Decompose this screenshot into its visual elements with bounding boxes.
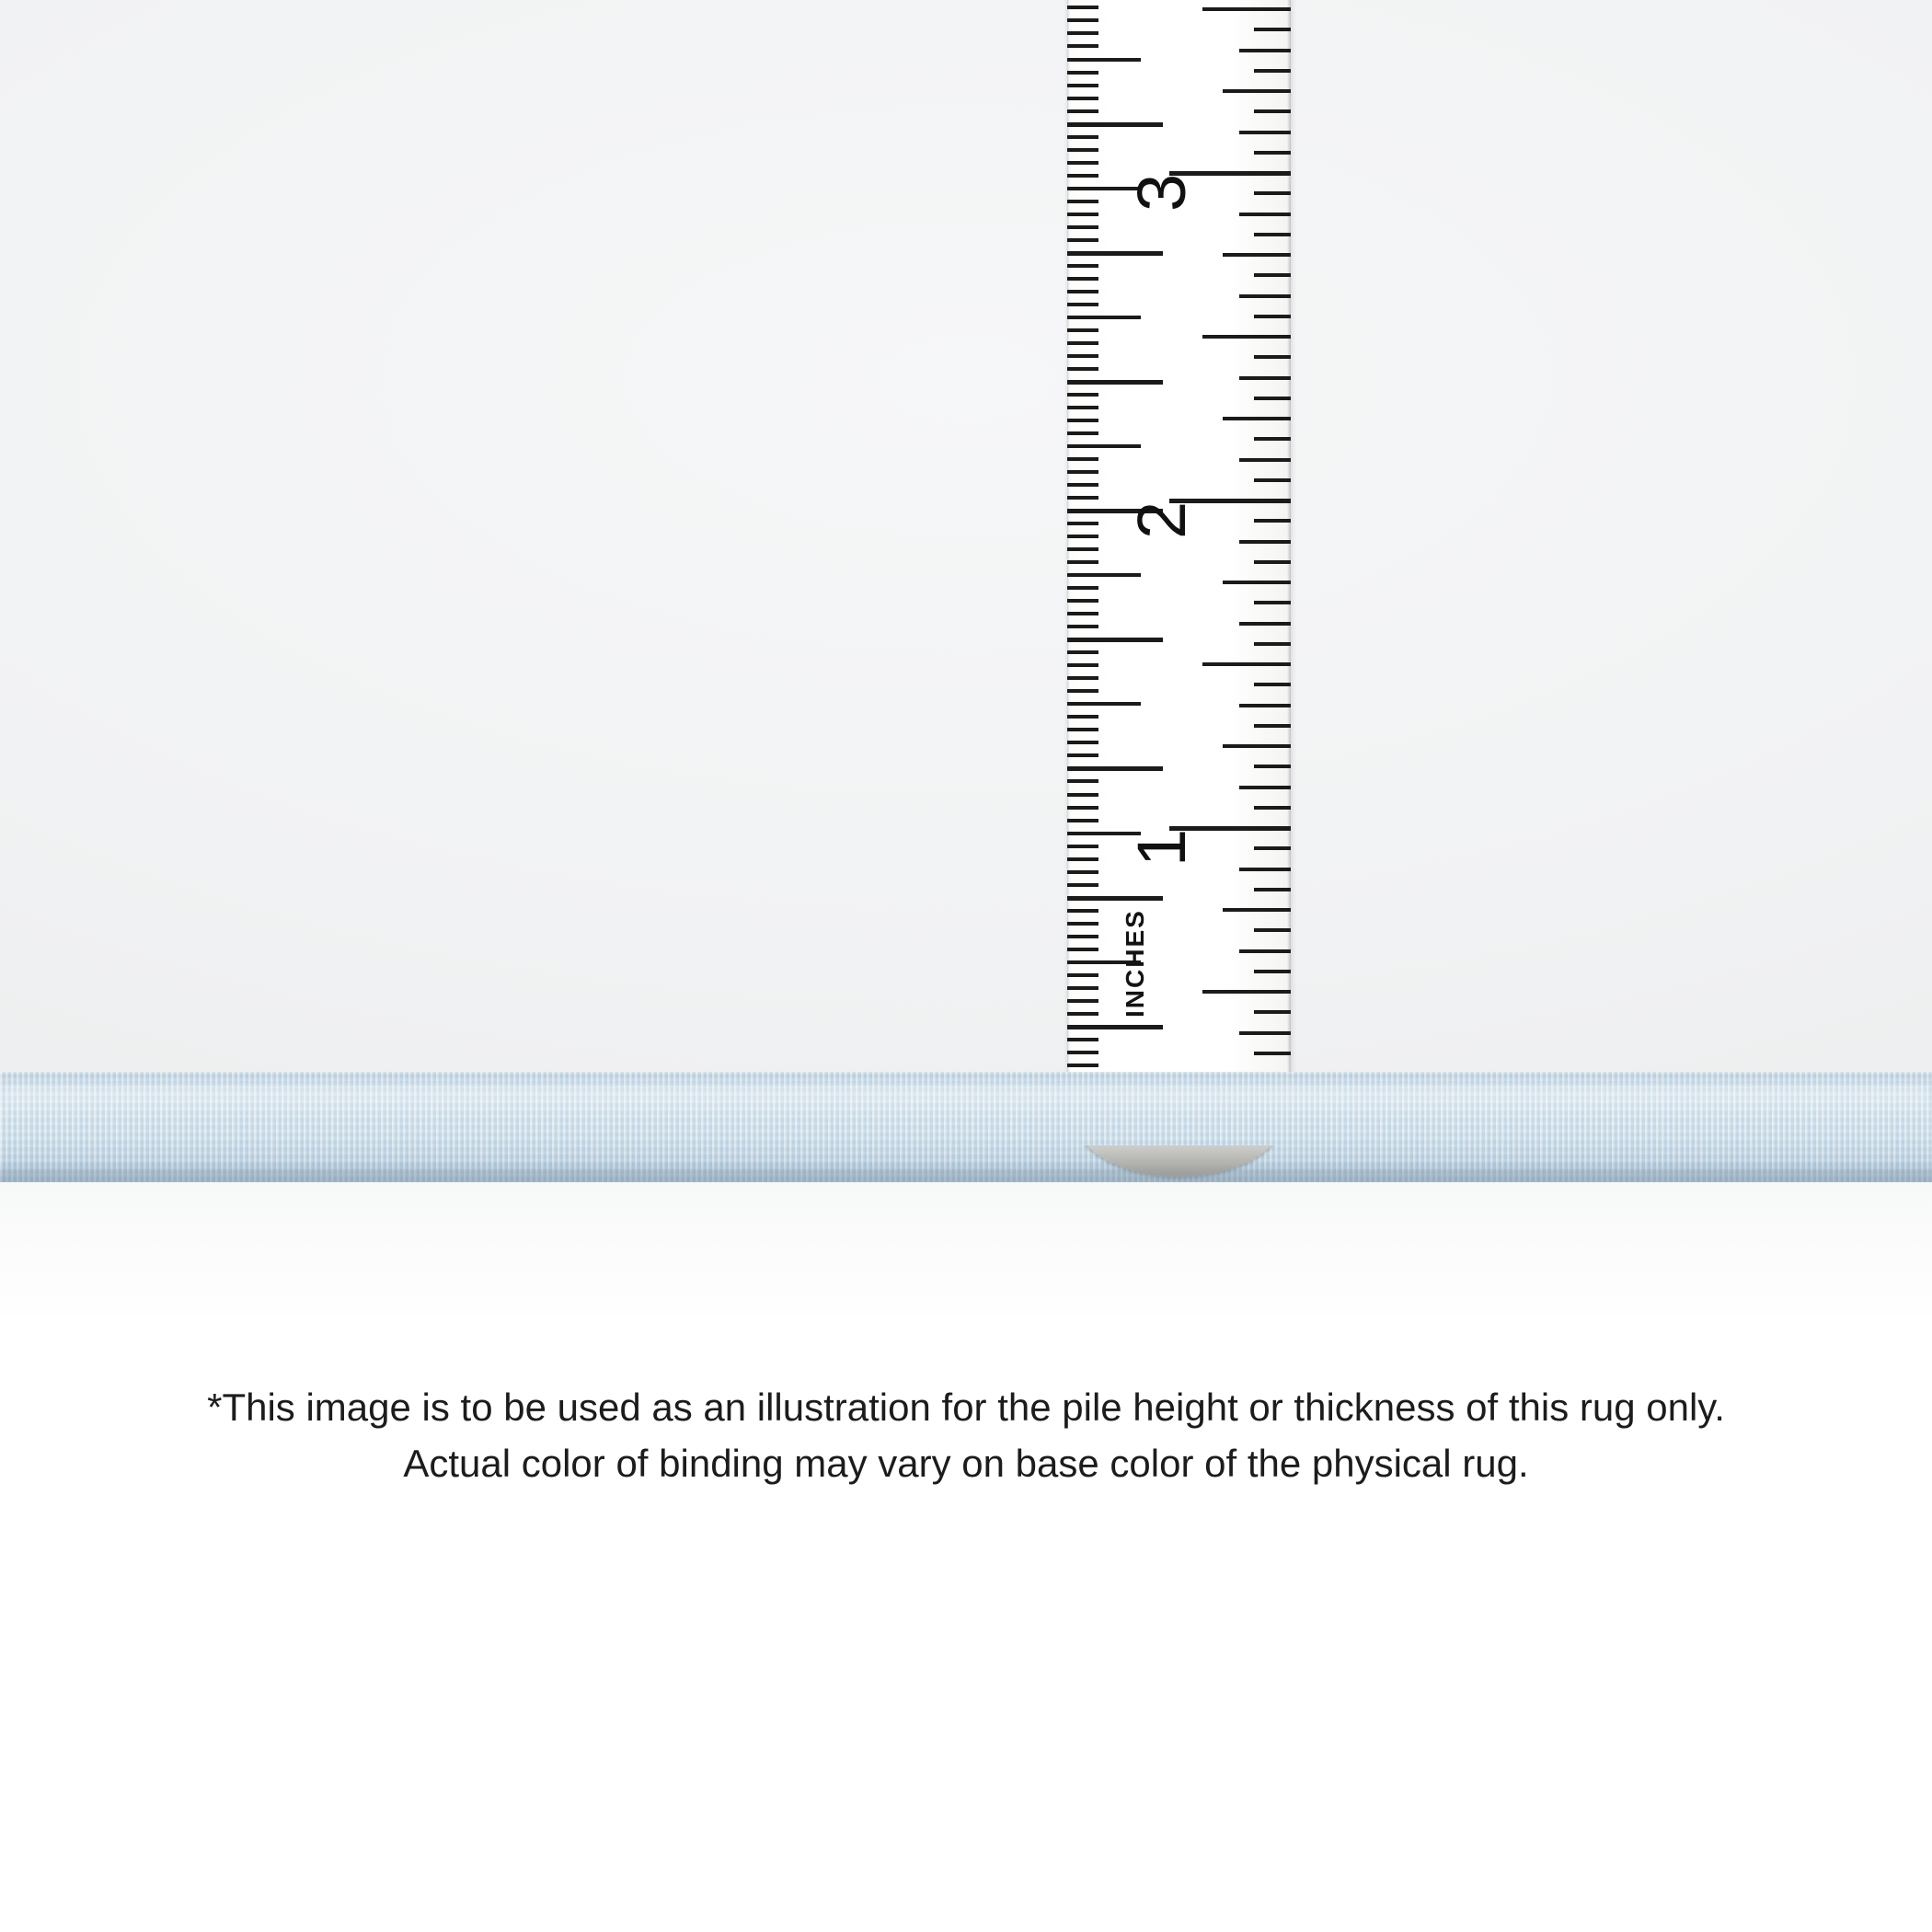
ruler-tick-secondary xyxy=(1067,238,1098,242)
ruler-tick xyxy=(1202,7,1291,11)
ruler-tick-secondary xyxy=(1067,728,1098,731)
ruler-tick-secondary xyxy=(1067,341,1098,345)
ruler-tick-secondary xyxy=(1067,1064,1098,1067)
ruler-tick-secondary xyxy=(1067,6,1098,9)
ruler-tick xyxy=(1239,868,1291,871)
ruler-tick xyxy=(1254,560,1291,564)
ruler-tick-secondary xyxy=(1067,44,1098,48)
tape-measure-ruler xyxy=(1067,0,1291,1190)
ruler-tick-secondary xyxy=(1067,522,1098,525)
caption-line-1: *This image is to be used as an illustration for the pile height or thickness of this rug only. xyxy=(207,1386,1725,1429)
ruler-tick xyxy=(1254,437,1291,441)
ruler-tick-secondary xyxy=(1067,200,1098,203)
ruler-tick xyxy=(1223,908,1291,912)
ruler-tick-secondary xyxy=(1067,316,1141,319)
ruler-tick xyxy=(1254,191,1291,195)
ruler-tick xyxy=(1254,601,1291,604)
ruler-tick xyxy=(1239,1031,1291,1035)
ruler-tick xyxy=(1254,683,1291,686)
ruler-tick-secondary xyxy=(1067,174,1098,178)
ruler-tick-secondary xyxy=(1067,290,1098,293)
ruler-unit-label: INCHES xyxy=(1121,909,1149,1018)
ruler-tick-secondary xyxy=(1067,1012,1098,1016)
caption-line-2: Actual color of binding may vary on base color of the physical rug. xyxy=(403,1441,1529,1485)
ruler-tick-secondary xyxy=(1067,148,1098,152)
ruler-tick-secondary xyxy=(1067,676,1098,680)
ruler-tick-secondary xyxy=(1067,986,1098,990)
ruler-tick-secondary xyxy=(1067,845,1098,848)
ruler-tick-secondary xyxy=(1067,470,1098,474)
ruler-tick xyxy=(1239,376,1291,380)
ruler-tick xyxy=(1223,253,1291,257)
ruler-tick xyxy=(1202,990,1291,994)
rug-binding-strip xyxy=(0,1072,1932,1184)
ruler-tick-secondary xyxy=(1067,663,1098,667)
ruler-tick-secondary xyxy=(1067,896,1163,901)
ruler-tick-secondary xyxy=(1067,1051,1098,1054)
ruler-tick xyxy=(1254,69,1291,73)
ruler-tick-secondary xyxy=(1067,1025,1163,1029)
ruler-tick xyxy=(1239,458,1291,462)
floor-surface xyxy=(0,1182,1932,1316)
ruler-tick-secondary xyxy=(1067,612,1098,615)
ruler-tick-secondary xyxy=(1067,251,1163,256)
ruler-tick xyxy=(1254,355,1291,359)
ruler-tick-secondary xyxy=(1067,909,1098,913)
ruler-tick-secondary xyxy=(1067,496,1098,500)
ruler-tick-secondary xyxy=(1067,225,1098,229)
ruler-tick-secondary xyxy=(1067,779,1098,783)
ruler-tick-secondary xyxy=(1067,922,1098,926)
ruler-tick-secondary xyxy=(1067,213,1098,216)
ruler-tick-secondary xyxy=(1067,393,1098,397)
ruler-tick xyxy=(1239,786,1291,789)
ruler-tick-secondary xyxy=(1067,380,1163,385)
ruler-tick xyxy=(1254,109,1291,113)
ruler-tick-secondary xyxy=(1067,535,1098,538)
ruler-tick xyxy=(1254,1052,1291,1055)
ruler-tick xyxy=(1254,28,1291,31)
ruler-tick-secondary xyxy=(1067,109,1098,113)
ruler-tick-secondary xyxy=(1067,1038,1098,1041)
ruler-tick-secondary xyxy=(1067,741,1098,744)
ruler-tick xyxy=(1254,478,1291,482)
ruler-tick xyxy=(1254,519,1291,523)
ruler-tick-secondary xyxy=(1067,444,1141,448)
ruler-tick-secondary xyxy=(1067,857,1098,861)
ruler-tick xyxy=(1239,294,1291,298)
ruler-tick-secondary xyxy=(1067,973,1098,977)
ruler-tick-secondary xyxy=(1067,135,1098,139)
ruler-tick-secondary xyxy=(1067,573,1141,577)
ruler-tick-secondary xyxy=(1067,367,1098,371)
ruler-tick-secondary xyxy=(1067,31,1098,35)
ruler-tick-secondary xyxy=(1067,638,1163,642)
ruler-tick xyxy=(1239,949,1291,953)
ruler-tick-secondary xyxy=(1067,599,1098,603)
ruler-tick xyxy=(1239,704,1291,707)
ruler-tick xyxy=(1254,397,1291,400)
ruler-tick-secondary xyxy=(1067,419,1098,422)
ruler-tick-secondary xyxy=(1067,625,1098,628)
ruler-tick xyxy=(1223,417,1291,420)
ruler-tick-secondary xyxy=(1067,18,1098,22)
ruler-tick xyxy=(1254,806,1291,810)
ruler-tick-secondary xyxy=(1067,457,1098,461)
ruler-tick-secondary xyxy=(1067,277,1098,281)
ruler-tick xyxy=(1254,315,1291,318)
ruler-tick xyxy=(1223,581,1291,584)
disclaimer-caption xyxy=(0,1380,1932,1492)
ruler-tick-secondary xyxy=(1067,650,1098,654)
ruler-inch-label-1: 1 xyxy=(1123,828,1200,867)
ruler-tick-secondary xyxy=(1067,793,1098,797)
ruler-tick xyxy=(1239,622,1291,626)
ruler-tick-secondary xyxy=(1067,303,1098,306)
ruler-tick xyxy=(1254,888,1291,891)
ruler-tick-secondary xyxy=(1067,354,1098,358)
ruler-tick xyxy=(1239,213,1291,216)
ruler-inch-label-2: 2 xyxy=(1123,500,1200,539)
ruler-tick xyxy=(1223,744,1291,748)
ruler-tick-secondary xyxy=(1067,328,1098,332)
ruler-tick xyxy=(1239,540,1291,544)
ruler-tick xyxy=(1254,642,1291,646)
ruler-tick-secondary xyxy=(1067,71,1098,75)
ruler-tick xyxy=(1254,765,1291,768)
ruler-tick-secondary xyxy=(1067,161,1098,165)
rug-highlight xyxy=(0,1087,1932,1114)
ruler-tick-secondary xyxy=(1067,715,1098,719)
ruler-tick xyxy=(1202,335,1291,339)
ruler-tick-secondary xyxy=(1067,948,1098,951)
ruler-tick xyxy=(1254,724,1291,728)
ruler-tick-secondary xyxy=(1067,883,1098,887)
ruler-tick-secondary xyxy=(1067,58,1141,62)
ruler-tick xyxy=(1254,970,1291,973)
ruler-tick-secondary xyxy=(1067,766,1163,771)
ruler-tick-secondary xyxy=(1067,483,1098,487)
ruler-tick xyxy=(1239,49,1291,52)
ruler-tick xyxy=(1254,928,1291,932)
ruler-tick xyxy=(1254,846,1291,850)
ruler-tick xyxy=(1223,89,1291,93)
ruler-tick xyxy=(1239,131,1291,134)
ruler-tick-secondary xyxy=(1067,547,1098,551)
ruler-tick-secondary xyxy=(1067,84,1098,87)
ruler-tick-secondary xyxy=(1067,702,1141,706)
ruler-tick-secondary xyxy=(1067,689,1098,693)
ruler-tick xyxy=(1254,151,1291,155)
ruler-tick xyxy=(1254,1010,1291,1014)
ruler-tick-secondary xyxy=(1067,97,1098,100)
ruler-tick-secondary xyxy=(1067,431,1098,435)
ruler-tick-secondary xyxy=(1067,870,1098,874)
ruler-tick-secondary xyxy=(1067,753,1098,757)
ruler-tick-secondary xyxy=(1067,122,1163,127)
ruler-tick-secondary xyxy=(1067,806,1098,810)
ruler-tick-secondary xyxy=(1067,406,1098,409)
ruler-inch-label-3: 3 xyxy=(1123,173,1200,212)
ruler-tick-secondary xyxy=(1067,999,1098,1003)
ruler-tick xyxy=(1202,662,1291,666)
ruler-tick-secondary xyxy=(1067,935,1098,938)
ruler-tick-secondary xyxy=(1067,586,1098,590)
ruler-tick xyxy=(1254,233,1291,236)
ruler-tick-secondary xyxy=(1067,264,1098,268)
ruler-tick xyxy=(1254,273,1291,277)
ruler-tick-secondary xyxy=(1067,819,1098,822)
ruler-tick-secondary xyxy=(1067,560,1098,564)
